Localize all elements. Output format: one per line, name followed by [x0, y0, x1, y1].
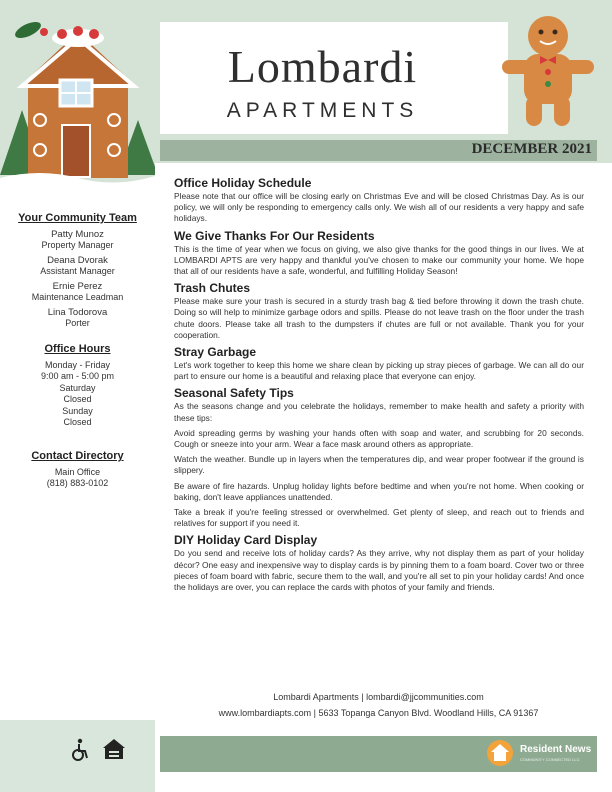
office-hours [0, 344, 155, 429]
team-member-role: Assistant Manager [40, 266, 115, 276]
section-title: Seasonal Safety Tips [174, 386, 294, 401]
section-trash-chutes [174, 281, 584, 341]
section-paragraph: Do you send and receive lots of holiday cards? As they arrive, why not display them as part of your holiday décor? One easy and inexpensive way to display cards is by pinning them to a foam board. Cover two or three pieces of foam board with fabric, secure them to the wall, and you're all set to pin your holiday cards! And once the holidays are over, you can replace the cards with photos of your family and friends. [174, 548, 584, 593]
contact-line: Main Office [54, 466, 101, 477]
section-paragraph: Avoid spreading germs by washing your hands often with soap and water, and scrubbing for 20 seconds. Cough or sneeze into your arm. Wear a face mask around others as appropriate. [174, 427, 584, 450]
wheelchair-icon [68, 738, 92, 762]
contact-directory [0, 451, 155, 490]
section-title: Office Holiday Schedule [174, 176, 312, 190]
gingerbread-house-icon [0, 0, 155, 200]
hours-line: Closed [63, 394, 92, 404]
section-diy-holiday-card-display [174, 533, 584, 593]
team-heading: Your Community Team [18, 212, 137, 224]
section-title: DIY Holiday Card Display [174, 533, 318, 548]
hours-line: Closed [63, 417, 92, 427]
gingerbread-house-illustration [0, 0, 155, 200]
hours-line: Monday - Friday [44, 359, 111, 370]
contact-line: (818) 883-0102 [46, 478, 109, 488]
resident-news-badge: Resident News [520, 744, 592, 755]
team-member-name: Patty Munoz [51, 228, 104, 240]
section-paragraph: As the seasons change and you celebrate the holidays, remember to make health and safety a priority with these tips: [174, 401, 584, 423]
section-paragraph: This is the time of year when we focus on giving, we also give thanks for the good things in our lives. We at LOMBARDI APTS are very happy and thankful you've chosen to make our community your home. We hope that all of our residents have a safe, wonderful, and fulfilling Holiday Season! [174, 243, 584, 277]
community-team [0, 213, 155, 333]
gingerbread-man-icon [500, 10, 600, 130]
footer-contact-line: Lombardi Apartments | lombardi@jjcommunities.com [273, 692, 484, 702]
issue-date: DECEMBER 2021 [471, 141, 592, 157]
brand-subtitle: APARTMENTS [226, 99, 419, 122]
hours-line: Saturday [59, 382, 96, 393]
section-stray-garbage [174, 345, 584, 382]
section-title: Stray Garbage [174, 345, 257, 360]
team-member-name: Deana Dvorak [47, 254, 108, 266]
team-member-name: Ernie Perez [52, 280, 103, 292]
section-title: We Give Thanks For Our Residents [174, 228, 375, 243]
section-office-holiday-schedule [174, 176, 584, 225]
resident-news-logo-icon [486, 739, 514, 767]
equal-housing-icon [101, 737, 127, 763]
footer-address-line: www.lombardiapts.com | 5633 Topanga Canyon Blvd. Woodland Hills, CA 91367 [218, 708, 539, 718]
section-paragraph: Please note that our office will be closing early on Christmas Eve and will be closed Christmas Day. As is our policy, we will only be responding to emergency calls only. We wish all of our residents a very happy and safe holidays. [174, 191, 584, 224]
team-member-name: Lina Todorova [47, 306, 108, 318]
hours-line: Sunday [62, 405, 93, 416]
resident-news-tagline: COMMUNITY CONNECTED LLC [520, 757, 580, 762]
contact-heading: Contact Directory [31, 450, 124, 462]
sidebar [0, 0, 155, 792]
team-member-role: Property Manager [41, 240, 114, 250]
section-paragraph: Be aware of fire hazards. Unplug holiday lights before bedtime and when you're not home. When cooking or baking, don't leave appliances unattended. [174, 480, 584, 502]
section-title: Trash Chutes [174, 281, 251, 296]
section-paragraph: Watch the weather. Bundle up in layers when the temperatures dip, and wear proper footwear if the ground is slippery. [174, 454, 584, 476]
section-seasonal-safety-tips [174, 386, 584, 529]
hours-line: 9:00 am - 5:00 pm [40, 371, 115, 381]
section-give-thanks [174, 229, 584, 278]
team-member-role: Maintenance Leadman [31, 292, 124, 302]
hours-heading: Office Hours [44, 343, 111, 355]
section-paragraph: Please make sure your trash is secured in a sturdy trash bag & tied before throwing it down the trash chute. Doing so will help to minimize garbage odors and spills. Please do not leave trash on the floor under the trash chute doors. Please take all trash to the dumpsters if chutes are full or not available. Thank you for your cooperation. [174, 296, 584, 340]
team-member-role: Porter [65, 318, 90, 328]
section-paragraph: Take a break if you're feeling stressed or overwhelmed. Get plenty of sleep, and reach out to friends and relatives for support if you need it. [174, 507, 584, 529]
newsletter-content [174, 176, 584, 597]
brand-title: Lombardi [227, 41, 418, 92]
section-paragraph: Let's work together to keep this home we share clean by picking up stray pieces of garbage. We can all do our part to ensure our home is a beautiful and relaxing place that everyone can enjoy. [174, 360, 584, 382]
